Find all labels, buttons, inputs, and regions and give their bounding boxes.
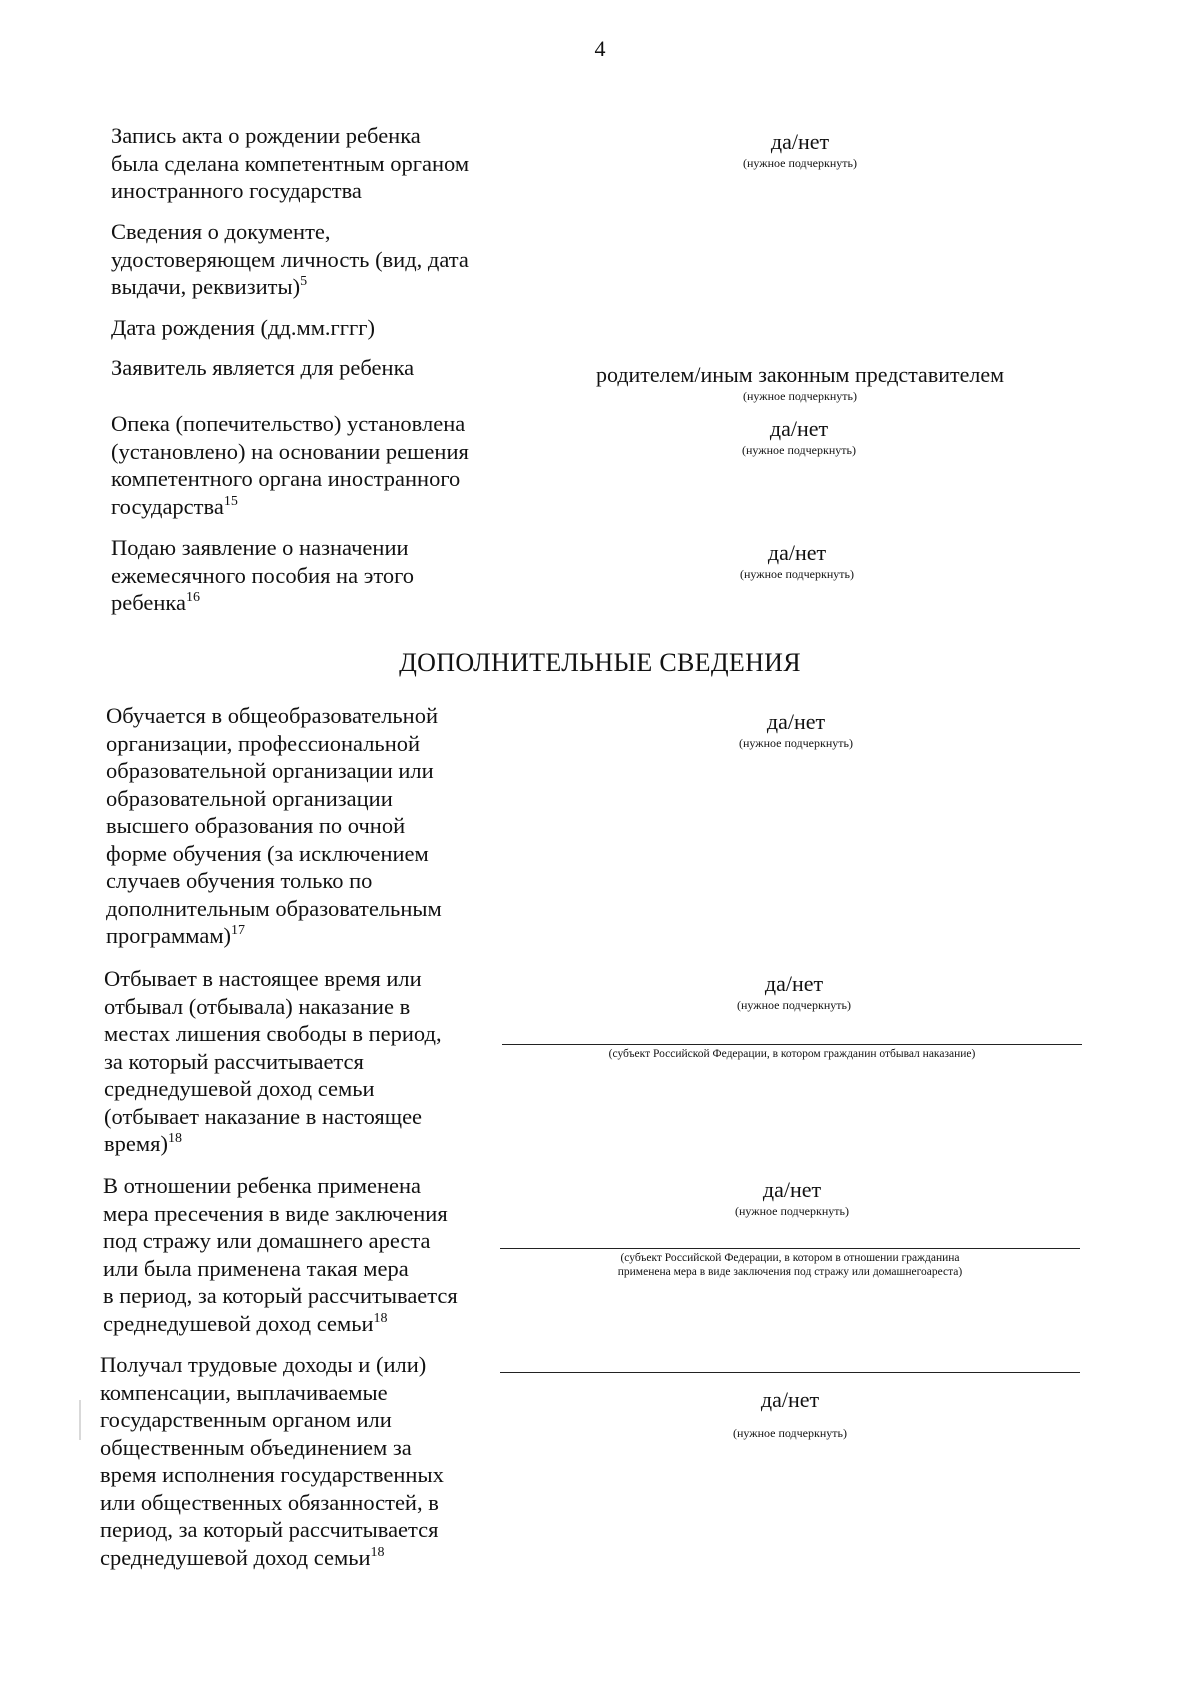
label-line: или общественных обязанностей, в: [100, 1489, 439, 1515]
label-applicant-role: [111, 354, 414, 382]
hint-applicant-role: (нужное подчеркнуть): [743, 389, 857, 403]
region-caption: [500, 1251, 1080, 1279]
region-input-line[interactable]: [500, 1248, 1080, 1249]
answer-applicant-role[interactable]: родителем/иным законным представителем: [595, 362, 1005, 387]
label-line: удостоверяющем личность (вид, дата: [111, 246, 469, 272]
label-line: Отбывает в настоящее время или: [104, 966, 422, 991]
label-line: Опека (попечительство) установлена: [111, 411, 466, 436]
section-title: ДОПОЛНИТЕЛЬНЫЕ СВЕДЕНИЯ: [399, 648, 801, 677]
region-caption: [502, 1047, 1082, 1061]
label-line: высшего образования по очной: [106, 813, 406, 838]
label-restraint: [103, 1172, 458, 1337]
label-line: (установлено) на основании решения: [111, 438, 469, 464]
hint-labor-income: (нужное подчеркнуть): [733, 1426, 847, 1440]
label-line: Получал трудовые доходы и (или): [100, 1352, 427, 1377]
answer-foreign-record[interactable]: да/нет: [770, 129, 830, 154]
footnote-marker: 15: [223, 493, 238, 509]
label-line: время исполнения государственных: [100, 1462, 444, 1487]
label-line: под стражу или домашнего ареста: [103, 1228, 431, 1253]
hint-foreign-record: (нужное подчеркнуть): [743, 156, 857, 170]
label-line: ребенка: [111, 590, 186, 615]
answer-monthly-allowance[interactable]: да/нет: [767, 540, 827, 565]
label-line: общественным объединением за: [100, 1434, 412, 1460]
label-line: случаев обучения только по: [106, 868, 373, 893]
label-line: Дата рождения (дд.мм.гггг): [111, 315, 375, 340]
hint-restraint: (нужное подчеркнуть): [735, 1204, 849, 1218]
label-line: Подаю заявление о назначении: [111, 535, 409, 560]
label-line: местах лишения свободы в период,: [104, 1021, 442, 1046]
label-line: образовательной организации или: [106, 758, 434, 783]
footnote-marker: 18: [373, 1310, 388, 1326]
label-line: образовательной организации: [106, 785, 393, 811]
label-guardianship: [111, 410, 469, 520]
answer-imprisonment[interactable]: да/нет: [764, 971, 824, 996]
label-line: организации, профессиональной: [106, 730, 421, 756]
label-line: В отношении ребенка применена: [103, 1173, 421, 1198]
footnote-marker: 18: [370, 1544, 385, 1560]
footnote-marker: 17: [231, 923, 246, 938]
label-line: время): [104, 1131, 168, 1156]
answer-education[interactable]: да/нет: [766, 709, 826, 734]
label-line: государственным органом или: [100, 1407, 392, 1432]
label-line: среднедушевой доход семьи: [103, 1310, 374, 1336]
hint-imprisonment: (нужное подчеркнуть): [737, 998, 851, 1012]
hint-monthly-allowance: (нужное подчеркнуть): [740, 567, 854, 581]
page-number: 4: [594, 36, 606, 61]
answer-guardianship[interactable]: да/нет: [769, 416, 829, 441]
label-labor-income: [100, 1351, 444, 1571]
label-line: Сведения о документе,: [111, 219, 331, 244]
caption-line: применена мера в виде заключения под стражу или домашнегоареста): [617, 1266, 963, 1278]
label-line: Обучается в общеобразовательной: [106, 703, 439, 728]
answer-labor-income[interactable]: да/нет: [760, 1387, 820, 1412]
label-imprisonment: [104, 965, 442, 1158]
caption-line: (субъект Российской Федерации, в котором гражданин отбывал наказание): [608, 1048, 976, 1060]
label-line: ежемесячного пособия на этого: [111, 562, 415, 588]
label-line: дополнительным образовательным: [106, 895, 442, 921]
label-foreign-record: [111, 122, 469, 205]
label-birth-date: [111, 314, 375, 342]
label-line: Запись акта о рождении ребенка: [111, 123, 421, 148]
label-line: форме обучения (за исключением: [106, 840, 429, 866]
label-line: Заявитель является для ребенка: [111, 355, 415, 380]
label-id-document: [111, 218, 469, 301]
label-line: за который рассчитывается: [104, 1048, 364, 1074]
label-line: среднедушевой доход семьи: [100, 1544, 371, 1570]
label-education: [106, 702, 442, 950]
region-input-line[interactable]: [502, 1044, 1082, 1045]
footnote-marker: 5: [300, 274, 308, 289]
hint-guardianship: (нужное подчеркнуть): [742, 443, 856, 457]
label-line: (отбывает наказание в настоящее: [104, 1103, 423, 1129]
label-monthly-allowance: [111, 534, 414, 617]
label-line: среднедушевой доход семьи: [104, 1076, 375, 1101]
footnote-marker: 18: [167, 1131, 182, 1146]
caption-line: (субъект Российской Федерации, в котором в отношении гражданина: [620, 1252, 960, 1264]
label-line: государства: [111, 493, 224, 519]
footnote-marker: 16: [186, 590, 200, 605]
label-line: была сделана компетентным органом: [111, 150, 470, 176]
label-line: отбывал (отбывала) наказание в: [104, 993, 411, 1019]
answer-restraint[interactable]: да/нет: [762, 1177, 822, 1202]
label-line: или была применена такая мера: [103, 1255, 409, 1281]
label-line: компенсации, выплачиваемые: [100, 1379, 388, 1405]
labor-income-input-line[interactable]: [500, 1372, 1080, 1373]
scan-margin-mark: [79, 1400, 81, 1440]
label-line: период, за который рассчитывается: [100, 1517, 439, 1542]
label-line: компетентного органа иностранного: [111, 466, 461, 491]
hint-education: (нужное подчеркнуть): [739, 736, 853, 750]
label-line: в период, за который рассчитывается: [103, 1283, 458, 1308]
label-line: мера пресечения в виде заключения: [103, 1200, 448, 1226]
label-line: программам): [106, 923, 232, 948]
label-line: выдачи, реквизиты): [111, 274, 301, 299]
label-line: иностранного государства: [111, 178, 362, 203]
